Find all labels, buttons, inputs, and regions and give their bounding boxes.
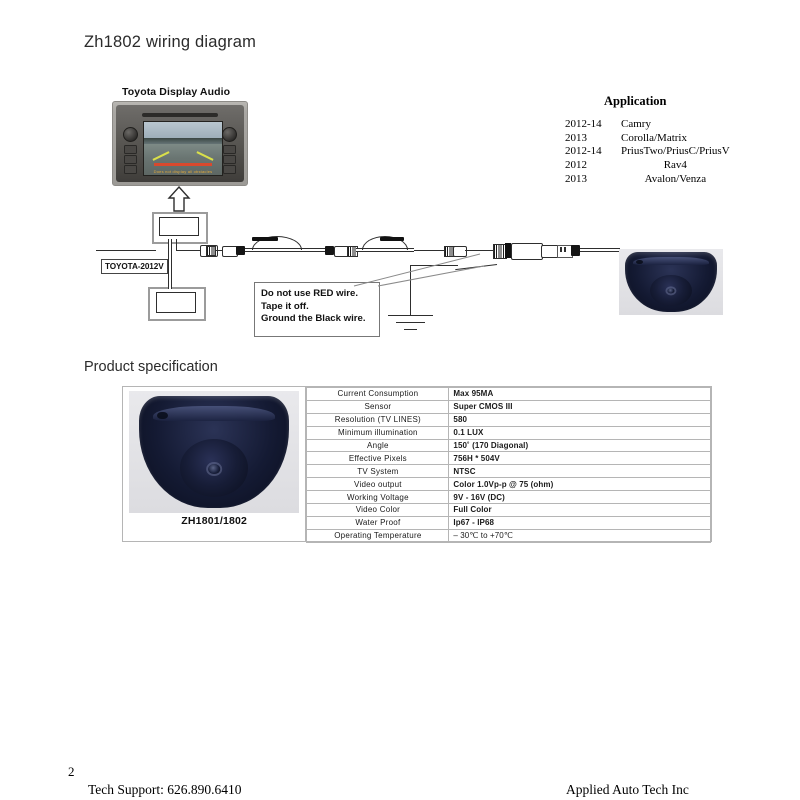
table-row bbox=[307, 413, 711, 426]
application-years: 2013 bbox=[565, 131, 587, 144]
parking-guideline-warning bbox=[154, 163, 212, 166]
application-models: PriusTwo/PriusC/PriusV bbox=[621, 145, 730, 158]
spec-value: 150˚ (170 Diagonal) bbox=[449, 439, 711, 452]
ground-symbol-bar-3 bbox=[404, 329, 417, 330]
table-row bbox=[307, 516, 711, 529]
ground-symbol-bar-1 bbox=[388, 315, 433, 316]
warning-line-3: Ground the Black wire. bbox=[261, 313, 366, 325]
spec-key: Current Consumption bbox=[307, 388, 449, 401]
table-row bbox=[565, 145, 730, 159]
table-row bbox=[307, 504, 711, 517]
spec-key: Angle bbox=[307, 439, 449, 452]
camera-photo-diagram bbox=[619, 249, 723, 315]
table-row bbox=[565, 118, 730, 132]
head-unit-button bbox=[223, 155, 236, 164]
table-row bbox=[565, 173, 730, 187]
table-row bbox=[307, 452, 711, 465]
spec-value: Max 95MA bbox=[449, 388, 711, 401]
head-unit-screen bbox=[143, 121, 223, 176]
table-row bbox=[565, 159, 730, 173]
camera-dome bbox=[180, 439, 249, 497]
wiring-warning-note bbox=[254, 282, 380, 337]
connector-knurl bbox=[206, 246, 216, 256]
camera-screw-notch bbox=[157, 412, 167, 420]
table-row bbox=[307, 388, 711, 401]
spec-key: Effective Pixels bbox=[307, 452, 449, 465]
warning-line-2: Tape it off. bbox=[261, 300, 309, 312]
application-years: 2012 bbox=[565, 159, 587, 172]
harness-label: TOYOTA-2012V bbox=[101, 259, 168, 274]
spec-value: – 30℃ to +70℃ bbox=[449, 529, 711, 542]
application-models: Corolla/Matrix bbox=[621, 131, 687, 144]
spec-key: Sensor bbox=[307, 400, 449, 413]
application-years: 2012-14 bbox=[565, 118, 602, 130]
harness-wire-segment bbox=[414, 250, 444, 251]
cable-tie-marker bbox=[380, 237, 404, 241]
application-models: Camry bbox=[621, 118, 651, 130]
spec-key: Minimum illumination bbox=[307, 426, 449, 439]
spec-key: TV System bbox=[307, 465, 449, 478]
head-unit-bezel bbox=[116, 105, 244, 182]
spec-value: Color 1.0Vp-p @ 75 (ohm) bbox=[449, 478, 711, 491]
connector-collar bbox=[236, 246, 245, 255]
table-row bbox=[307, 439, 711, 452]
spec-heading: Product specification bbox=[84, 359, 218, 375]
note-leader-lines bbox=[352, 252, 486, 288]
spec-value: Super CMOS III bbox=[449, 400, 711, 413]
tune-knob-icon bbox=[222, 127, 237, 142]
camera-cable bbox=[580, 248, 620, 252]
application-models: Rav4 bbox=[663, 159, 687, 172]
table-row bbox=[307, 400, 711, 413]
camera-photo-product bbox=[129, 391, 299, 513]
harness-connector-lower-inner bbox=[156, 292, 196, 313]
connector-collar bbox=[325, 246, 334, 255]
spec-value: 756H * 504V bbox=[449, 452, 711, 465]
application-years: 2012-14 bbox=[565, 145, 602, 158]
spec-key: Water Proof bbox=[307, 516, 449, 529]
spec-key: Video output bbox=[307, 478, 449, 491]
application-table bbox=[565, 118, 730, 187]
screen-osd-text: Does not display all obstacles bbox=[153, 169, 213, 174]
spec-value: Ip67 - IP68 bbox=[449, 516, 711, 529]
table-row bbox=[565, 132, 730, 146]
camera-top-highlight bbox=[153, 406, 276, 421]
page-number: 2 bbox=[68, 764, 75, 779]
spec-value: 0.1 LUX bbox=[449, 426, 711, 439]
spec-key: Resolution (TV LINES) bbox=[307, 413, 449, 426]
power-connector-body bbox=[511, 243, 543, 260]
harness-trunk-wire bbox=[168, 239, 172, 289]
company-name: Applied Auto Tech Inc bbox=[566, 782, 689, 797]
spec-value: 580 bbox=[449, 413, 711, 426]
head-unit-button bbox=[124, 165, 137, 174]
head-unit-button bbox=[223, 145, 236, 154]
application-years: 2013 bbox=[565, 172, 587, 185]
camera-lens bbox=[208, 464, 220, 474]
head-unit-button bbox=[223, 165, 236, 174]
spec-value: 9V - 16V (DC) bbox=[449, 491, 711, 504]
table-row bbox=[307, 491, 711, 504]
head-unit-button bbox=[124, 145, 137, 154]
cable-tie-marker bbox=[252, 237, 278, 241]
product-model-label: ZH1801/1802 bbox=[181, 515, 248, 527]
application-heading: Application bbox=[604, 94, 667, 108]
spec-value: Full Color bbox=[449, 504, 711, 517]
harness-branch-wire-horizontal bbox=[176, 250, 202, 251]
head-unit-disc-slot bbox=[142, 113, 218, 117]
spec-value: NTSC bbox=[449, 465, 711, 478]
table-row bbox=[307, 465, 711, 478]
application-models: Avalon/Venza bbox=[644, 172, 707, 185]
specification-panel bbox=[122, 386, 712, 542]
ground-symbol-bar-2 bbox=[396, 322, 425, 323]
upward-arrow-icon bbox=[167, 186, 191, 212]
main-harness-wire bbox=[96, 250, 156, 251]
spec-key: Operating Temperature bbox=[307, 529, 449, 542]
tech-support-text: Tech Support: 626.890.6410 bbox=[88, 782, 242, 797]
table-row bbox=[307, 426, 711, 439]
spec-key: Working Voltage bbox=[307, 491, 449, 504]
head-unit-caption: Toyota Display Audio bbox=[122, 86, 231, 98]
head-unit-button bbox=[124, 155, 137, 164]
table-row bbox=[307, 478, 711, 491]
connector-collar bbox=[571, 245, 580, 256]
volume-knob-icon bbox=[123, 127, 138, 142]
connector-pin bbox=[564, 247, 566, 252]
table-row bbox=[307, 529, 711, 542]
connector-pin bbox=[560, 247, 562, 252]
head-unit-photo bbox=[112, 101, 248, 186]
spec-key: Video Color bbox=[307, 504, 449, 517]
harness-connector-upper-inner bbox=[159, 217, 199, 236]
harness-wire-segment bbox=[465, 250, 493, 251]
page-title: Zh1802 wiring diagram bbox=[84, 33, 257, 51]
camera-housing bbox=[139, 396, 289, 508]
camera-dome bbox=[650, 275, 692, 307]
specification-photo-cell bbox=[123, 387, 306, 541]
camera-lens bbox=[667, 288, 674, 293]
camera-housing bbox=[625, 252, 717, 313]
warning-line-1: Do not use RED wire. bbox=[261, 288, 359, 299]
specification-table bbox=[306, 387, 711, 543]
camera-top-highlight bbox=[633, 257, 708, 265]
